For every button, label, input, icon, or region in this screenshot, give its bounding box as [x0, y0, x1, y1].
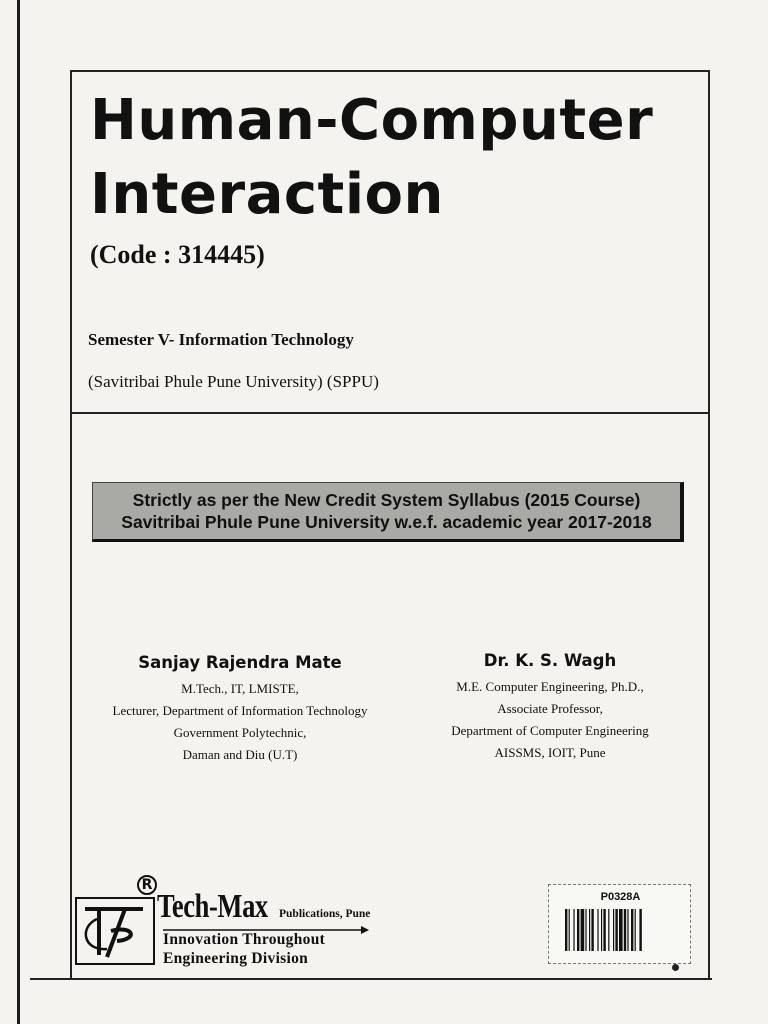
course-code: (Code : 314445) [90, 240, 265, 269]
publisher-tagline [163, 930, 325, 968]
barcode-bar [591, 909, 593, 951]
barcode-bar [565, 909, 567, 951]
barcode-bar [608, 909, 609, 951]
author-name: Sanjay Rajendra Mate [138, 653, 342, 672]
barcode-bar [613, 909, 614, 951]
barcode-sticker [548, 884, 691, 964]
cover-bottom-rule [30, 978, 712, 980]
publisher-logo [75, 897, 155, 965]
registered-mark: R [137, 875, 157, 895]
author-detail: Daman and Diu (U.T) [182, 747, 298, 762]
header-divider [70, 412, 710, 414]
syllabus-line-2: Savitribai Phule Pune University w.e.f. academic year 2017-2018 [121, 512, 652, 532]
author-detail: Lecturer, Department of Information Technology [112, 703, 368, 718]
sticker-dot [672, 964, 679, 971]
barcode-bar [601, 909, 602, 951]
tp-logo-icon [77, 899, 153, 963]
barcode-bar [597, 909, 598, 951]
barcode-bar [573, 909, 574, 951]
author-detail: M.E. Computer Engineering, Ph.D., [456, 679, 644, 694]
title-line-1: Human-Computer [90, 88, 654, 153]
barcode-bar [624, 909, 626, 951]
barcode-bar [631, 909, 633, 951]
barcode-bar [619, 909, 623, 951]
barcode-bar [585, 909, 586, 951]
barcode-bar [577, 909, 579, 951]
barcode-bar [581, 909, 585, 951]
author-block-1 [95, 650, 385, 766]
author-detail: Associate Professor, [497, 701, 603, 716]
syllabus-banner [92, 482, 684, 542]
author-block-2 [420, 648, 680, 764]
barcode-bar [615, 909, 617, 951]
author-detail: M.Tech., IT, LMISTE, [181, 681, 299, 696]
barcode-bar [569, 909, 570, 951]
tagline-line-1: Innovation Throughout [163, 931, 326, 948]
title-line-2: Interaction [90, 162, 444, 227]
publisher-block [75, 875, 375, 970]
barcode-bar [589, 909, 590, 951]
syllabus-line-1: Strictly as per the New Credit System Syllabus (2015 Course) [132, 490, 641, 510]
book-title [90, 84, 653, 232]
barcode-bar [603, 909, 605, 951]
author-detail: Government Polytechnic, [173, 725, 307, 740]
author-name: Dr. K. S. Wagh [483, 651, 617, 670]
barcode-bar [635, 909, 636, 951]
barcode-bar [627, 909, 628, 951]
author-detail: AISSMS, IOIT, Pune [494, 745, 606, 760]
tagline-line-2: Engineering Division [163, 950, 309, 967]
author-detail: Department of Computer Engineering [451, 723, 649, 738]
barcode-label: P0328A [600, 891, 641, 903]
semester-label: Semester V- Information Technology [88, 330, 354, 349]
page-margin-rule [17, 0, 20, 1024]
barcode-icon [565, 909, 677, 951]
publisher-brand: Tech-Max [157, 888, 268, 925]
university-label: (Savitribai Phule Pune University) (SPPU) [88, 372, 379, 391]
publisher-suffix: Publications, Pune [279, 908, 371, 920]
barcode-bar [639, 909, 641, 951]
